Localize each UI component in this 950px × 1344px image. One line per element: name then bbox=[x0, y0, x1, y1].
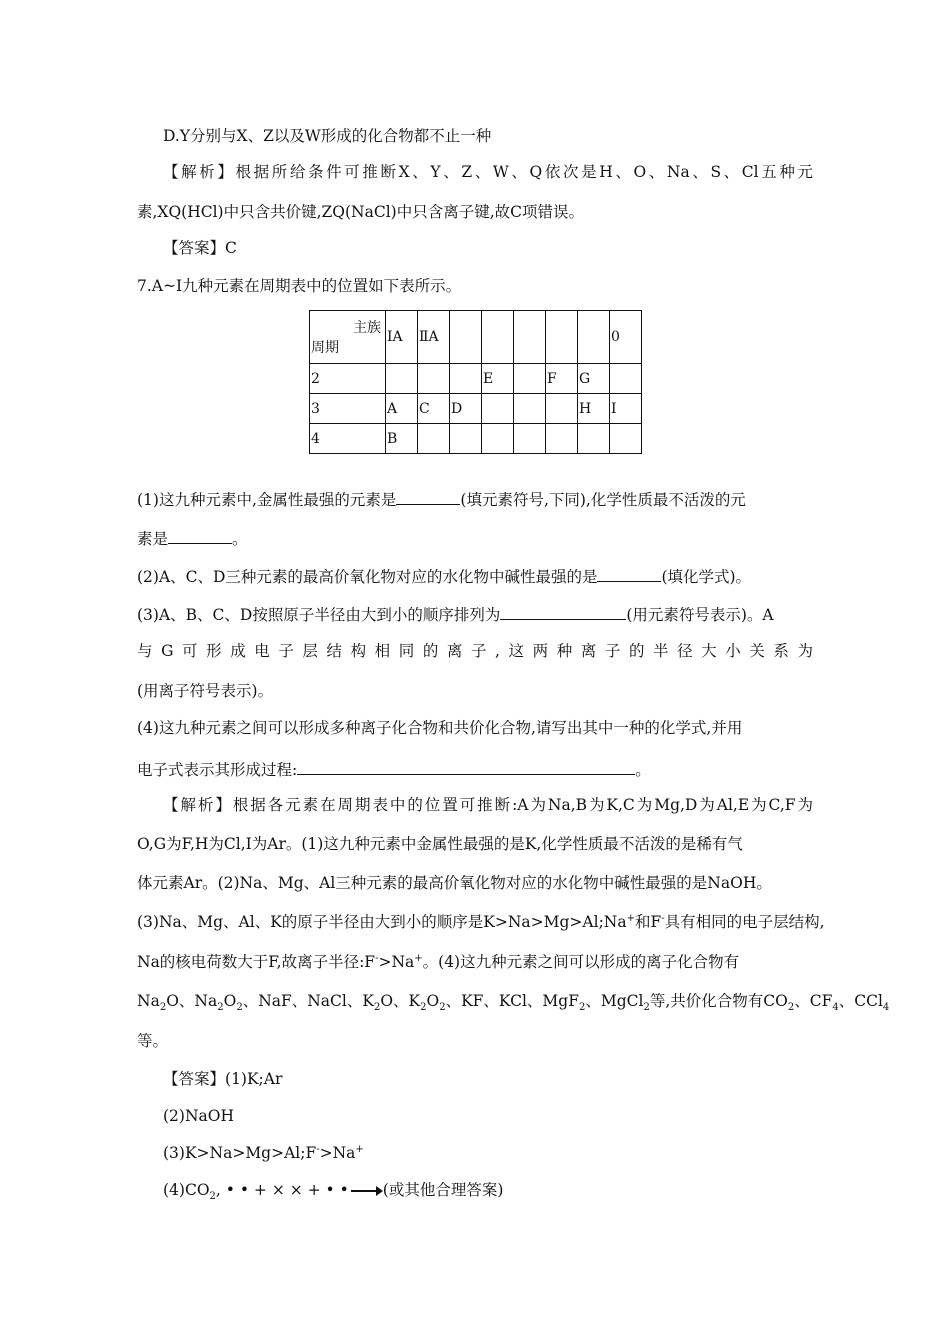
q7-analysis-line4: (3)Na、Mg、Al、K的原子半径由大到小的顺序是K>Na>Mg>Al;Na+和F-具有相同的电子层结构, bbox=[137, 912, 825, 931]
q6-analysis-line1: 【解析】根据所给条件可推断X、Y、Z、W、Q依次是H、O、Na、S、Cl五种元 bbox=[163, 163, 813, 181]
q7-answer-line4: $(4)CO_2$, • • + × × + • • (或其他合理答案) bbox=[163, 1181, 504, 1203]
q7-analysis-line2: O,G为F,H为Cl,I为Ar。(1)这九种元素中金属性最强的是K,化学性质最不活泼的是稀有气 bbox=[137, 835, 743, 853]
element-cell bbox=[514, 424, 546, 454]
reaction-arrow-icon bbox=[351, 1190, 381, 1192]
table-corner-cell: 主族 周期 bbox=[310, 311, 386, 364]
q7-stem: 7.A~I九种元素在周期表中的位置如下表所示。 bbox=[137, 277, 462, 295]
group-header: 0 bbox=[610, 311, 642, 364]
period-cell: 3 bbox=[310, 394, 386, 424]
element-cell bbox=[386, 364, 418, 394]
answer-blank[interactable] bbox=[168, 527, 232, 544]
q7-part4-line2: 电子式表示其形成过程: 。 bbox=[137, 758, 651, 780]
period-cell: 2 bbox=[310, 364, 386, 394]
q7-analysis-line6: $Na_2O$、$Na_2O_2$、NaF、NaCl、$K_2O$、$K_2O_2$、KF、KCl、MgF$_2$、MgCl$_2$等,共价化合物有$CO_2$、$CF_4$、CCl$_4$ bbox=[137, 992, 890, 1014]
table-header-row bbox=[310, 311, 642, 364]
element-cell bbox=[514, 394, 546, 424]
element-cell: F bbox=[546, 364, 578, 394]
q7-answer-line2: (2)NaOH bbox=[163, 1107, 234, 1125]
q6-answer: 【答案】C bbox=[163, 239, 237, 257]
option-d: D.Y分别与X、Z以及W形成的化合物都不止一种 bbox=[163, 127, 492, 145]
element-cell bbox=[514, 364, 546, 394]
group-header bbox=[578, 311, 610, 364]
group-header bbox=[482, 311, 514, 364]
periodic-table bbox=[309, 310, 642, 454]
element-cell: D bbox=[450, 394, 482, 424]
q7-part4-line1: (4)这九种元素之间可以形成多种离子化合物和共价化合物,请写出其中一种的化学式,并用 bbox=[137, 719, 743, 737]
group-header: ⅠA bbox=[386, 311, 418, 364]
answer-tag: 【答案】 bbox=[163, 1070, 226, 1088]
q7-part1-line2: 素是 。 bbox=[137, 527, 248, 549]
element-cell bbox=[450, 424, 482, 454]
answer-blank[interactable] bbox=[597, 565, 661, 582]
period-cell: 4 bbox=[310, 424, 386, 454]
element-cell bbox=[610, 364, 642, 394]
element-cell: G bbox=[578, 364, 610, 394]
q7-analysis-line5: Na的核电荷数大于F,故离子半径:F->Na+。(4)这九种元素之间可以形成的离子化合物有 bbox=[137, 952, 740, 971]
element-cell: C bbox=[418, 394, 450, 424]
q7-analysis-line3: 体元素Ar。(2)Na、Mg、Al三种元素的最高价氧化物对应的水化物中碱性最强的是NaOH。 bbox=[137, 874, 772, 892]
element-cell bbox=[450, 364, 482, 394]
q7-part2: (2)A、C、D三种元素的最高价氧化物对应的水化物中碱性最强的是 (填化学式)。 bbox=[137, 565, 751, 587]
group-header bbox=[450, 311, 482, 364]
element-cell bbox=[546, 394, 578, 424]
element-cell: E bbox=[482, 364, 514, 394]
q7-analysis-line7: 等。 bbox=[137, 1032, 169, 1050]
q7-part3-line1: (3)A、B、C、D按照原子半径由大到小的顺序排列为 (用元素符号表示)。A bbox=[137, 603, 774, 625]
q7-part3-line2: 与G可形成电子层结构相同的离子,这两种离子的半径大小关系为 bbox=[137, 642, 813, 660]
analysis-tag: 【解析】 bbox=[163, 796, 233, 814]
answer-tag: 【答案】 bbox=[163, 239, 226, 257]
q7-part1-line1: (1)这九种元素中,金属性最强的元素是 (填元素符号,下同),化学性质最不活泼的元 bbox=[137, 488, 746, 510]
element-cell: B bbox=[386, 424, 418, 454]
q7-analysis-line1: 【解析】根据各元素在周期表中的位置可推断:A为Na,B为K,C为Mg,D为Al,E为C,F为 bbox=[163, 796, 813, 814]
element-cell bbox=[578, 424, 610, 454]
group-header bbox=[546, 311, 578, 364]
element-cell bbox=[546, 424, 578, 454]
q7-answer-line3: (3)K>Na>Mg>Al;F->Na+ bbox=[163, 1143, 364, 1162]
element-cell bbox=[610, 424, 642, 454]
group-header: ⅡA bbox=[418, 311, 450, 364]
answer-blank[interactable] bbox=[297, 758, 635, 775]
element-cell bbox=[482, 424, 514, 454]
group-header bbox=[514, 311, 546, 364]
table-row bbox=[310, 424, 642, 454]
answer-blank[interactable] bbox=[396, 488, 460, 505]
q6-analysis-line2: 素,XQ(HCl)中只含共价键,ZQ(NaCl)中只含离子键,故C项错误。 bbox=[137, 203, 585, 221]
element-cell bbox=[418, 424, 450, 454]
element-cell bbox=[418, 364, 450, 394]
element-cell: A bbox=[386, 394, 418, 424]
q7-answer-line1: 【答案】(1)K;Ar bbox=[163, 1070, 283, 1088]
element-cell: I bbox=[610, 394, 642, 424]
analysis-tag: 【解析】 bbox=[163, 163, 236, 181]
answer-blank[interactable] bbox=[500, 603, 626, 620]
table-row bbox=[310, 364, 642, 394]
element-cell: H bbox=[578, 394, 610, 424]
table-row bbox=[310, 394, 642, 424]
q7-part3-line3: (用离子符号表示)。 bbox=[137, 682, 274, 700]
element-cell bbox=[482, 394, 514, 424]
